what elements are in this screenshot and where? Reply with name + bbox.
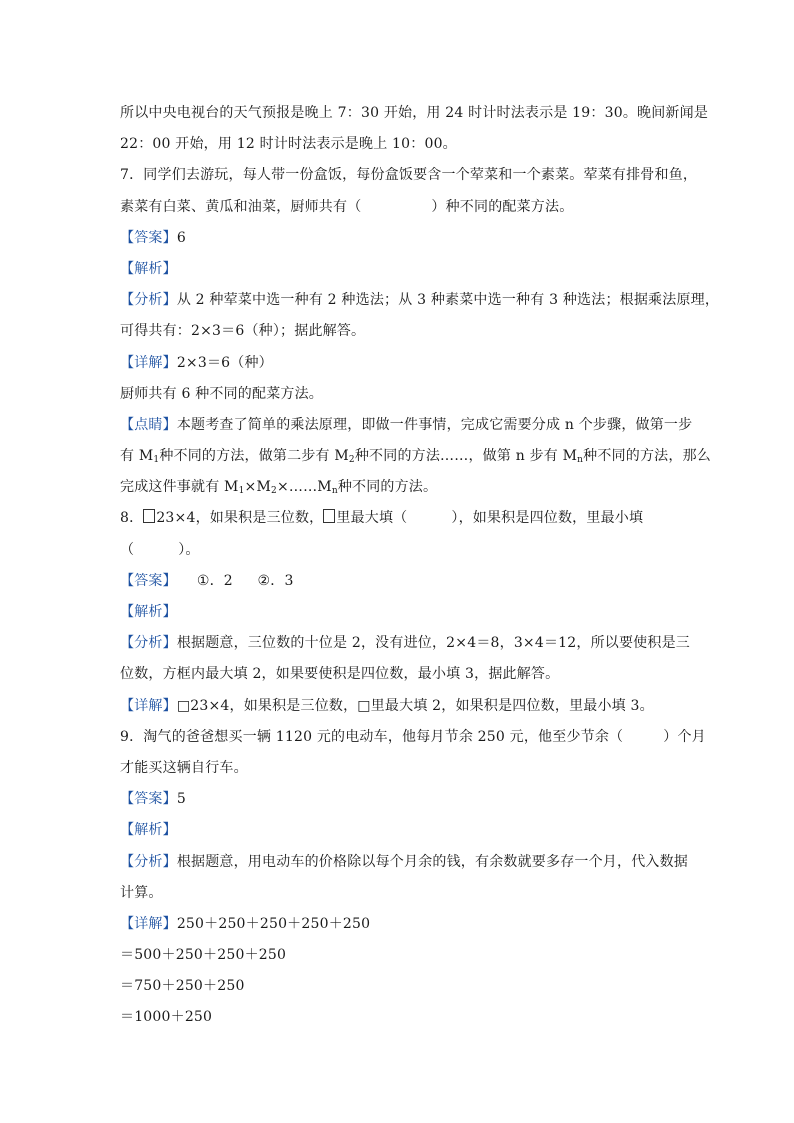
xiangjie-9: 【详解】250＋250＋250＋250＋250: [120, 915, 371, 932]
fenxi-7: 【分析】从 2 种荤菜中选一种有 2 种选法；从 3 种素菜中选一种有 3 种选法；根据乘法原理，: [120, 292, 720, 309]
text-line: 22：00 开始，用 12 时计时法表示是晚上 10：00。: [120, 136, 457, 153]
question-8-line2: （ ）。: [120, 541, 200, 558]
answer-value: 6: [176, 229, 186, 246]
calc-step: ＝1000＋250: [120, 1009, 213, 1026]
question-9: 9．淘气的爸爸想买一辆 1120 元的电动车，他每月节余 250 元，他至少节余（ ）个月: [120, 728, 706, 745]
answer-value: 5: [176, 791, 186, 808]
w-glyph-icon: [143, 509, 155, 523]
calc-step: ＝500＋250＋250＋250: [120, 947, 287, 964]
analysis-9-heading: 【解析】: [120, 822, 177, 839]
question-7-line2: 素菜有白菜、黄瓜和油菜，厨师共有（ ）种不同的配菜方法。: [120, 198, 574, 215]
question-9-line2: 才能买这辆自行车。: [120, 759, 248, 776]
fenxi-8: 【分析】根据题意，三位数的十位是 2，没有进位，2×4＝8，3×4＝12，所以要使积是三: [120, 635, 690, 652]
analysis-7-heading: 【解析】: [120, 260, 177, 277]
document-body: [120, 98, 720, 1034]
answer-tag: 【答案】: [120, 229, 177, 246]
dianjing-7-line3: 完成这件事就有 $M_1\times M_2\times\dots\dots M_n$种不同的方法。: [120, 479, 438, 497]
xiangjie-7: 【详解】2×3＝6（种）: [120, 354, 273, 371]
question-8: 8． 23×4，如果积是三位数， 里最大填（ ），如果积是四位数，里最小填: [120, 510, 644, 527]
dianjing-7-line2: 有 $M_1$种不同的方法，做第二步有 $M_2$种不同的方法……，做第 n 步有 $M_n$种不同的方法，那么: [120, 448, 711, 466]
dianjing-7: 【点睛】本题考查了简单的乘法原理，即做一件事情，完成它需要分成 n 个步骤，做第一步: [120, 416, 693, 433]
answer-8: [120, 566, 680, 597]
xiangjie-8: 【详解】□23×4，如果积是三位数，□里最大填 2，如果积是四位数，里最小填 3。: [120, 697, 654, 714]
answer-tag: 【答案】: [120, 572, 177, 589]
analysis-8-heading: 【解析】: [120, 604, 177, 620]
fenxi-9-line2: 计算。: [120, 884, 163, 901]
answer-value: ①．2 ②．3: [196, 572, 294, 589]
answer-9: [120, 784, 680, 815]
w-glyph-icon: [323, 509, 335, 523]
xiangjie-7-line2: 厨师共有 6 种不同的配菜方法。: [120, 385, 324, 402]
answer-tag: 【答案】: [120, 791, 177, 808]
fenxi-8-line2: 位数，方框内最大填 2，如果要使积是四位数，最小填 3，据此解答。: [120, 666, 560, 683]
question-7: 7．同学们去游玩，每人带一份盒饭，每份盒饭要含一个荤菜和一个素菜。荤菜有排骨和鱼，: [120, 167, 698, 184]
fenxi-9: 【分析】根据题意，用电动车的价格除以每个月余的钱，有余数就要多存一个月，代入数据: [120, 853, 689, 870]
text-line: 所以中央电视台的天气预报是晚上 7：30 开始，用 24 时计时法表示是 19：30。晚间新闻是: [120, 105, 709, 121]
answer-7: [120, 223, 680, 254]
fenxi-7-line2: 可得共有：2×3＝6（种）；据此解答。: [120, 323, 366, 340]
calc-step: ＝750＋250＋250: [120, 978, 245, 995]
